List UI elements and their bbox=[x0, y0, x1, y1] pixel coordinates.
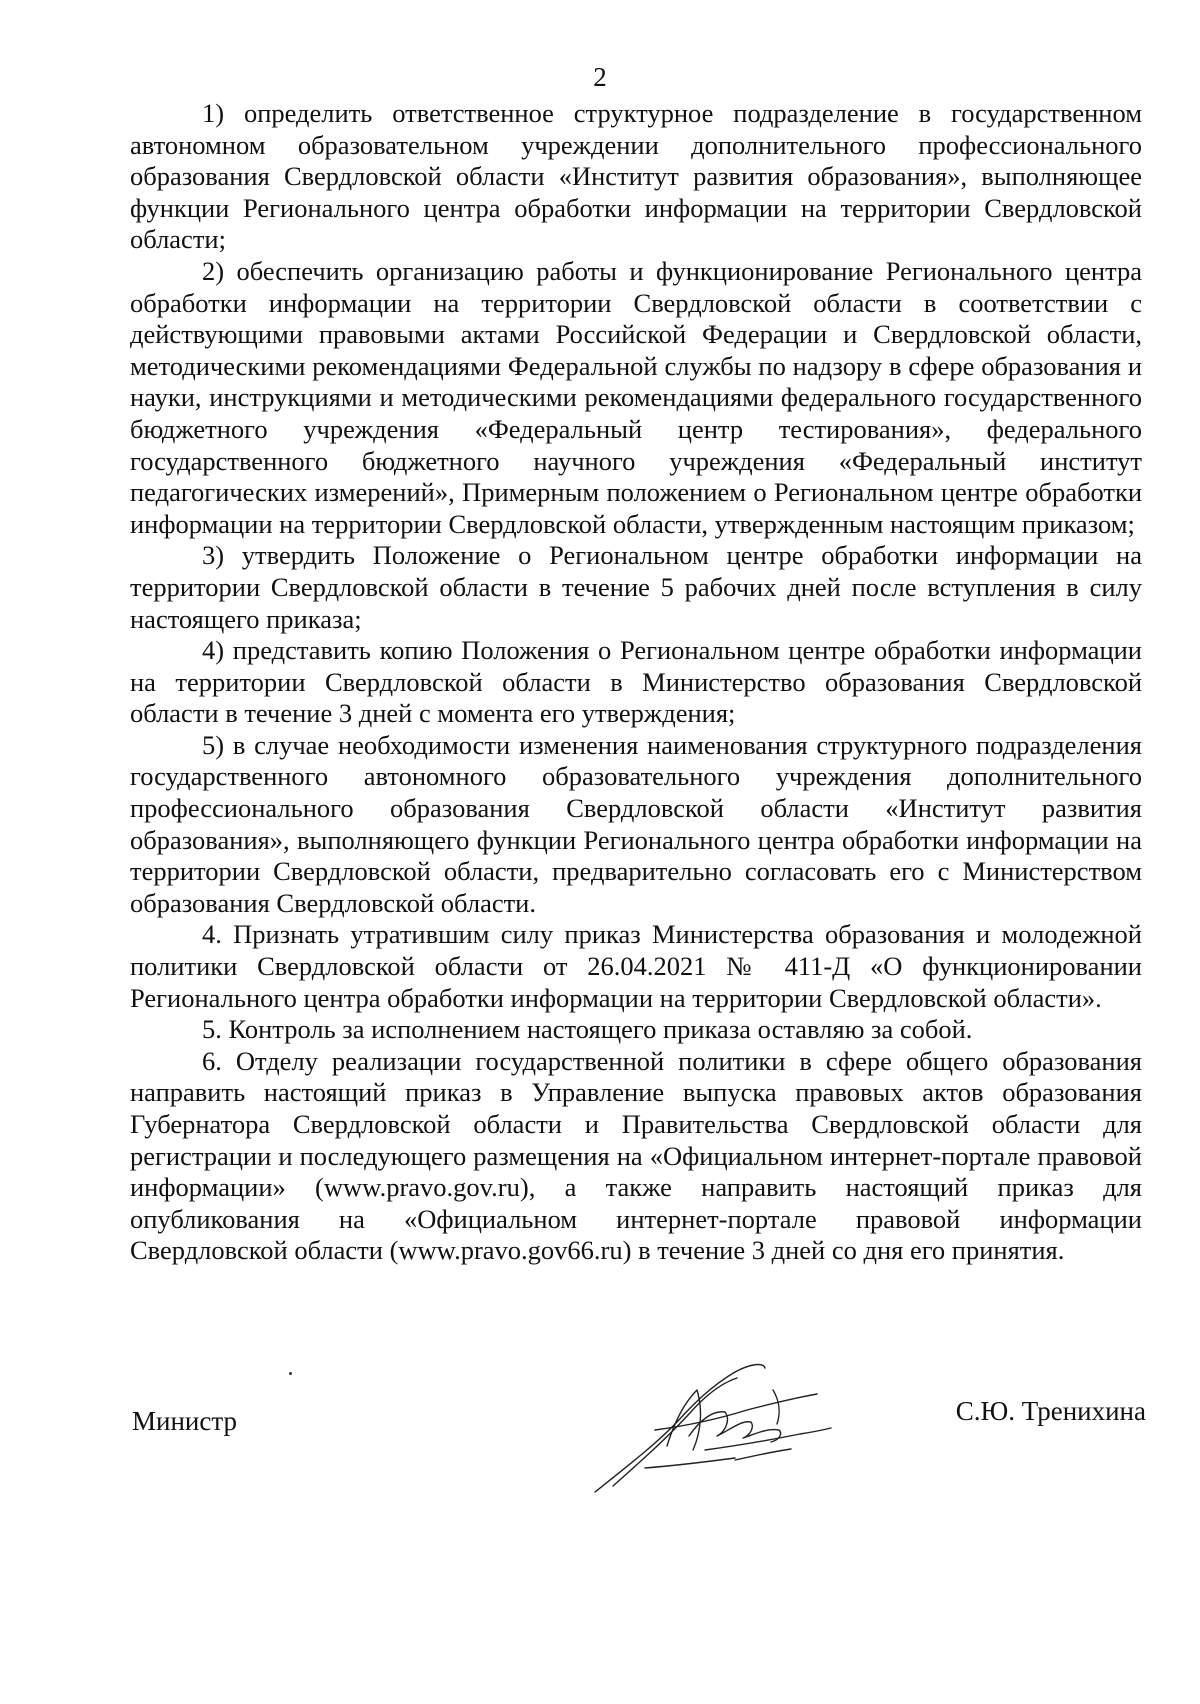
signatory-position: Министр bbox=[132, 1406, 237, 1436]
signature-block bbox=[130, 1385, 1146, 1515]
paragraph-item-1: 1) определить ответственное структурное подразделение в государственном автономном образовательном учреждении дополнительного профессионального образования Свердловской области «Институт развития образования», выполняющее функции Регионального центра обработки информации на территории Свердловской области; bbox=[130, 98, 1142, 255]
paragraph-item-4: 4) представить копию Положения о Региональном центре обработки информации на территории Свердловской области в Министерство образования Свердловской области в течение 3 дней с момента его утверждения; bbox=[130, 635, 1142, 729]
paragraph-item-5: 5) в случае необходимости изменения наименования структурного подразделения государственного автономного образовательного учреждения дополнительного профессионального образования Свердловской области «Институт развития образования», выполняющего функции Регионального центра обработки информации на территории Свердловской области, предварительно согласовать его с Министерством образования Свердловской области. bbox=[130, 729, 1142, 918]
scan-speck bbox=[289, 1372, 292, 1375]
paragraph-clause-4: 4. Признать утратившим силу приказ Министерства образования и молодежной политики Свердловской области от 26.04.2021 № 411-Д «О функционировании Регионального центра обработки информации на территории Свердловской области». bbox=[130, 919, 1142, 1013]
signatory-name: С.Ю. Тренихина bbox=[955, 1396, 1146, 1426]
handwritten-signature bbox=[585, 1350, 845, 1500]
paragraph-clause-6: 6. Отделу реализации государственной политики в сфере общего образования направить настоящий приказ в Управление выпуска правовых актов образования Губернатора Свердловской области и Правительства Свердловской области для регистрации и последующего размещения на «Официальном интернет-портале правовой информации» (www.pravo.gov.ru), а также направить настоящий приказ для опубликования на «Официальном интернет-портале правовой информации Свердловской области (www.pravo.gov66.ru) в течение 3 дней со дня его принятия. bbox=[130, 1045, 1142, 1266]
paragraph-item-3: 3) утвердить Положение о Региональном центре обработки информации на территории Свердловской области в течение 5 рабочих дней после вступления в силу настоящего приказа; bbox=[130, 540, 1142, 634]
paragraph-clause-5: 5. Контроль за исполнением настоящего приказа оставляю за собой. bbox=[202, 1014, 973, 1045]
paragraph-item-2: 2) обеспечить организацию работы и функционирование Регионального центра обработки информации на территории Свердловской области в соответствии с действующими правовыми актами Российской Федерации и Свердловской области, методическими рекомендациями Федеральной службы по надзору в сфере образования и науки, инструкциями и методическими рекомендациями федерального государственного бюджетного учреждения «Федеральный центр тестирования», федерального государственного бюджетного научного учреждения «Федеральный институт педагогических измерений», Примерным положением о Региональном центре обработки информации на территории Свердловской области, утвержденным настоящим приказом; bbox=[130, 255, 1142, 539]
page-number: 2 bbox=[593, 62, 607, 92]
document-body bbox=[130, 98, 1142, 1267]
